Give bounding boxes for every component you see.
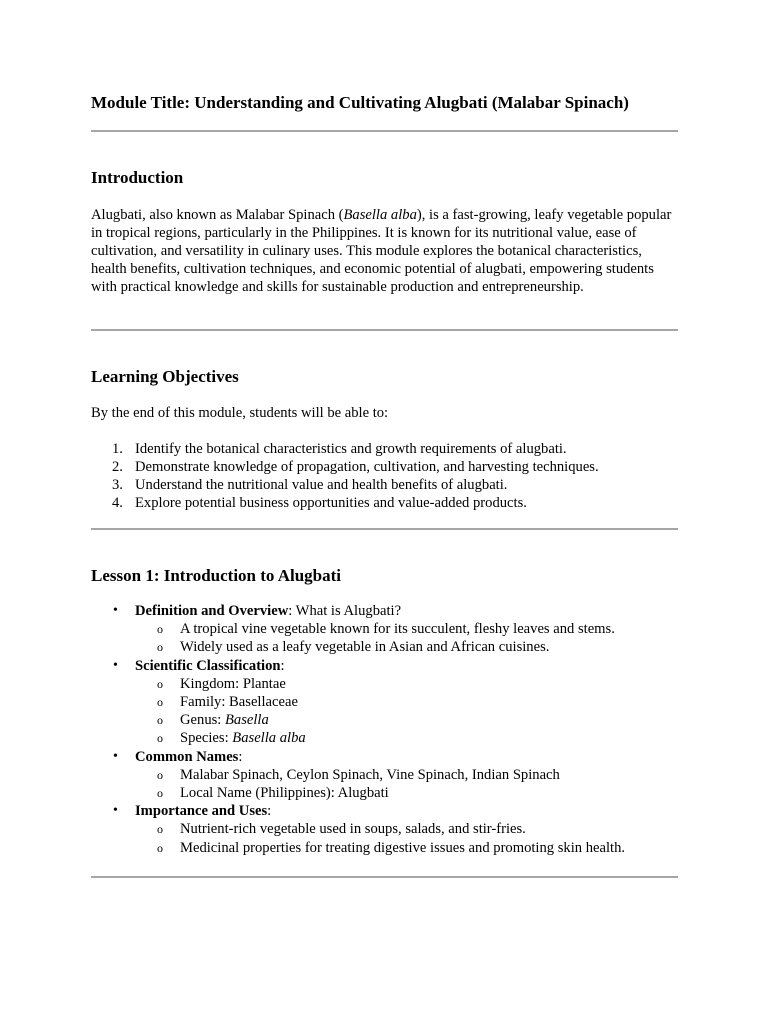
classification-suffix: : (280, 657, 285, 674)
classification-sublist (135, 675, 625, 748)
objective-text: Understand the nutritional value and health benefits of alugbati. (135, 477, 508, 493)
sub-bullet-icon: o (157, 731, 163, 746)
divider-3 (91, 528, 678, 530)
objective-item (91, 440, 599, 458)
definition-suffix: : What is Alugbati? (288, 603, 402, 619)
objectives-list (91, 440, 599, 512)
objective-text: Explore potential business opportunities and value-added products. (135, 495, 527, 511)
introduction-text-end: ), is a fast-growing, leafy vegetable popular in tropical regions, particularly in the Philippines. It is known for its nutritional value, ease of cultivation, and versatility in culinary uses. This module explores the botanical characteristics, health benefits, cultivation techniques, and economic potential of alugbati, empowering students with practical knowledge and skills for sustainable production and entrepreneurship. (91, 207, 672, 295)
sub-item-text: Medicinal properties for treating digestive issues and promoting skin health. (180, 839, 626, 856)
common-names-label: Common Names (135, 748, 239, 765)
bullet-heading (135, 657, 625, 675)
lesson-bullet-common-names (91, 748, 625, 803)
sub-item-text: Local Name (Philippines): Alugbati (180, 785, 389, 802)
objectives-heading: Learning Objectives (91, 367, 239, 386)
bullet-heading (135, 748, 625, 766)
divider-2 (91, 329, 678, 331)
sub-bullet-icon: o (157, 676, 163, 691)
objective-text: Demonstrate knowledge of propagation, cultivation, and harvesting techniques. (135, 459, 599, 475)
sub-list-item (135, 839, 625, 857)
lesson-bullet-importance (91, 802, 625, 857)
objective-item (91, 476, 599, 494)
common-names-sublist (135, 766, 625, 803)
divider-1 (91, 130, 678, 132)
sub-bullet-icon: o (157, 840, 163, 855)
sub-list-item (135, 675, 625, 693)
bullet-icon: • (113, 657, 118, 673)
sub-bullet-icon: o (157, 622, 163, 636)
objective-number: 3. (112, 477, 123, 493)
classification-label: Scientific Classification (135, 657, 281, 674)
bullet-icon: • (113, 748, 118, 764)
sub-list-item (135, 620, 625, 638)
objective-number: 2. (112, 459, 123, 475)
importance-label: Importance and Uses (135, 803, 268, 820)
introduction-heading: Introduction (91, 168, 184, 187)
genus-value: Basella (225, 712, 269, 729)
sub-list-item (135, 784, 625, 802)
lesson-bullet-classification (91, 657, 625, 748)
sub-item-text: Malabar Spinach, Ceylon Spinach, Vine Spinach, Indian Spinach (180, 766, 560, 783)
sub-list-item (135, 729, 625, 747)
sub-bullet-icon: o (157, 713, 163, 728)
genus-label: Genus: (180, 712, 225, 729)
introduction-paragraph (91, 206, 678, 296)
sub-list-item (135, 693, 625, 711)
lesson-bullet-definition (91, 602, 625, 657)
introduction-scientific-name: Basella alba (343, 207, 417, 223)
definition-label: Definition and Overview (135, 603, 289, 619)
divider-4 (91, 876, 678, 878)
sub-bullet-icon: o (157, 767, 163, 782)
bullet-heading (135, 602, 625, 620)
importance-sublist (135, 820, 625, 857)
sub-bullet-icon: o (157, 822, 163, 837)
species-label: Species: (180, 730, 233, 747)
sub-list-item (135, 766, 625, 784)
sub-list-item (135, 638, 625, 656)
bullet-icon: • (113, 803, 118, 819)
sub-item-text: Widely used as a leafy vegetable in Asian and African cuisines. (180, 639, 550, 656)
kingdom-text: Kingdom: Plantae (180, 675, 286, 692)
objectives-intro: By the end of this module, students will be able to: (91, 405, 389, 421)
introduction-text-start: Alugbati, also known as Malabar Spinach ( (91, 207, 344, 223)
bullet-heading (135, 802, 625, 820)
sub-item-text: A tropical vine vegetable known for its succulent, fleshy leaves and stems. (180, 621, 615, 637)
definition-sublist (135, 620, 625, 657)
sub-bullet-icon: o (157, 694, 163, 709)
importance-suffix: : (267, 803, 272, 820)
sub-list-item (135, 820, 625, 838)
bullet-icon: • (113, 603, 118, 618)
common-names-suffix: : (238, 748, 243, 765)
sub-bullet-icon: o (157, 786, 163, 801)
species-value: Basella alba (232, 730, 306, 747)
family-text: Family: Basellaceae (180, 693, 298, 710)
lesson1-list (91, 602, 625, 857)
lesson1-heading: Lesson 1: Introduction to Alugbati (91, 566, 342, 585)
sub-bullet-icon: o (157, 640, 163, 655)
objective-number: 1. (112, 441, 123, 457)
objective-number: 4. (112, 495, 123, 511)
sub-list-item (135, 711, 625, 729)
module-title: Module Title: Understanding and Cultivating Alugbati (Malabar Spinach) (91, 93, 629, 112)
objective-text: Identify the botanical characteristics and growth requirements of alugbati. (135, 441, 567, 457)
objective-item (91, 458, 599, 476)
sub-item-text: Nutrient-rich vegetable used in soups, salads, and stir-fries. (180, 821, 526, 838)
objective-item (91, 494, 599, 512)
